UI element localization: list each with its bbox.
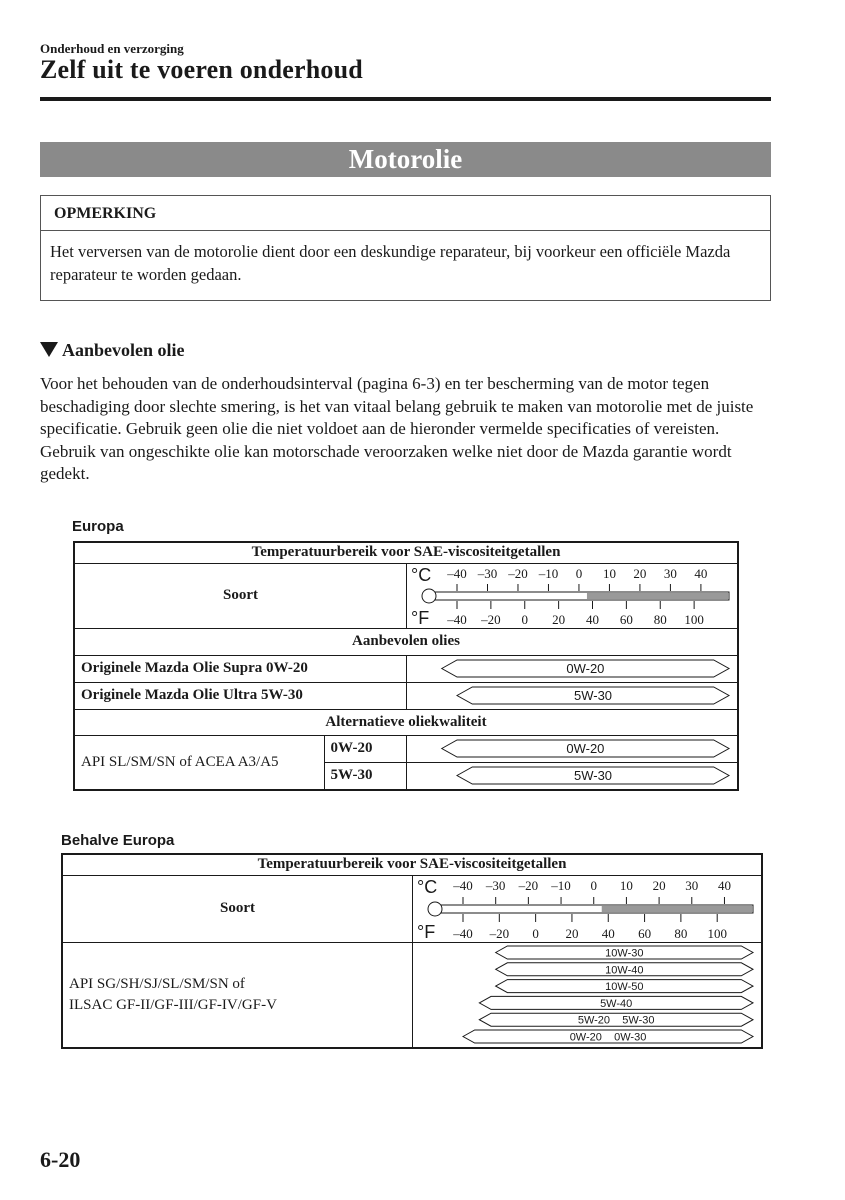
celsius-tick-label: 0: [575, 565, 583, 581]
celsius-tick-label: 40: [694, 565, 708, 581]
celsius-tick-label: 40: [717, 877, 731, 893]
grade-range-label: 10W-30: [605, 947, 644, 960]
europe-recommended-2-range: [407, 683, 737, 709]
grade-range-label: 5W-30: [573, 767, 613, 783]
fahrenheit-tick-label: 0: [521, 611, 529, 627]
europe-alt-1-range: [407, 736, 737, 762]
non-europe-table: [61, 853, 763, 1049]
fahrenheit-tick-label: 100: [707, 925, 727, 941]
fahrenheit-tick-label: 40: [601, 925, 615, 941]
fahrenheit-tick-label: 60: [638, 925, 652, 941]
fahrenheit-tick-label: –40: [447, 611, 467, 627]
grade-range-label: 10W-50: [605, 980, 644, 993]
celsius-tick-label: –40: [447, 565, 467, 581]
note-text: Het verversen van de motorolie dient door een deskundige reparateur, bij voorkeur een officiële Mazda reparateur te worden gedaan.: [50, 242, 731, 284]
non-europe-soort: Soort: [62, 875, 413, 942]
europe-label: Europa: [72, 518, 124, 535]
thermometer-fill: [587, 593, 728, 599]
non-europe-grade-ranges: [413, 943, 761, 1047]
non-europe-scale-cell: [413, 875, 763, 942]
thermometer-fill: [602, 906, 752, 912]
fahrenheit-tick-label: 100: [684, 611, 704, 627]
europe-soort: Soort: [74, 563, 407, 628]
subsection-heading: [40, 340, 185, 361]
note-box: [40, 195, 771, 301]
non-europe-spec-line-2: ILSAC GF-II/GF-III/GF-IV/GF-V: [69, 996, 277, 1013]
celsius-tick-label: 10: [619, 877, 633, 893]
europe-alt-header: Alternatieve oliekwaliteit: [74, 709, 738, 735]
fahrenheit-tick-label: 20: [565, 925, 579, 941]
non-europe-label: Behalve Europa: [61, 832, 175, 849]
fahrenheit-tick-label: 80: [674, 925, 688, 941]
fahrenheit-tick-label: 80: [653, 611, 667, 627]
fahrenheit-tick-label: –20: [481, 611, 501, 627]
page-title: Zelf uit te voeren onderhoud: [40, 55, 363, 84]
europe-alt-2-range: [407, 763, 737, 789]
grade-range-label: 5W-30: [573, 687, 613, 703]
grade-range-label: 0W-20: [566, 660, 605, 676]
celsius-tick-label: 30: [685, 877, 699, 893]
triangle-down-icon: [40, 342, 58, 357]
celsius-tick-label: 20: [652, 877, 666, 893]
subsection-title: Aanbevolen olie: [62, 340, 185, 360]
europe-recommended-1-name: Originele Mazda Olie Supra 0W-20: [74, 655, 407, 682]
celsius-tick-label: –30: [485, 877, 506, 893]
europe-alt-spec: API SL/SM/SN of ACEA A3/A5: [74, 735, 324, 790]
title-rule: [40, 97, 771, 101]
grade-range-label: 5W-40: [600, 997, 633, 1010]
europe-table: [73, 541, 739, 791]
europe-recommended-1-range: [407, 656, 737, 682]
grade-range-label: 0W-20: [566, 740, 605, 756]
celsius-tick-label: –10: [538, 565, 559, 581]
non-europe-spec: [62, 942, 413, 1048]
fahrenheit-tick-label: –20: [489, 925, 510, 941]
europe-recommended-2-name: Originele Mazda Olie Ultra 5W-30: [74, 682, 407, 709]
europe-header: Temperatuurbereik voor SAE-viscositeitgetallen: [74, 542, 738, 563]
celsius-unit-label: °C: [417, 876, 438, 897]
section-banner: Motorolie: [40, 142, 771, 177]
europe-alt-1-grade: 0W-20: [324, 735, 406, 762]
fahrenheit-tick-label: 0: [532, 925, 539, 941]
fahrenheit-tick-label: 60: [619, 611, 633, 627]
celsius-unit-label: °C: [411, 564, 432, 585]
celsius-tick-label: 10: [602, 565, 616, 581]
celsius-tick-label: 0: [590, 877, 597, 893]
temperature-scale: [413, 876, 761, 942]
non-europe-header: Temperatuurbereik voor SAE-viscositeitgetallen: [62, 854, 762, 875]
section-label: Onderhoud en verzorging: [40, 41, 184, 56]
celsius-tick-label: –40: [453, 877, 473, 893]
subsection-body: Voor het behouden van de onderhoudsinterval (pagina 6-3) en ter bescherming van de motor tegen beschadiging door slechte smering, is het van vitaal belang gebruik te maken van motorolie met de juiste specificatie. Gebruik geen olie die niet voldoet aan de hieronder vermelde specificaties of vereisten. Gebruik van ongeschikte olie kan motorschade veroorzaken welke niet door de Mazda garantie wordt gedekt.: [40, 374, 754, 484]
temperature-scale: [407, 564, 737, 628]
celsius-tick-label: –20: [518, 877, 539, 893]
europe-alt-2-grade: 5W-30: [324, 762, 406, 790]
celsius-tick-label: –10: [551, 877, 571, 893]
celsius-tick-label: 20: [633, 565, 647, 581]
fahrenheit-unit-label: °F: [411, 607, 430, 628]
celsius-tick-label: –20: [508, 565, 528, 581]
non-europe-spec-line-1: API SG/SH/SJ/SL/SM/SN of: [69, 975, 245, 992]
europe-recommended-header: Aanbevolen olies: [74, 628, 738, 655]
europe-scale-cell: [407, 563, 739, 628]
thermometer-bulb: [428, 902, 442, 916]
fahrenheit-tick-label: –40: [453, 925, 473, 941]
fahrenheit-tick-label: 40: [586, 611, 600, 627]
celsius-tick-label: 30: [663, 565, 677, 581]
celsius-tick-label: –30: [477, 565, 498, 581]
grade-range-label: 5W-20 5W-30: [577, 1014, 655, 1027]
grade-range-label: 0W-20 0W-30: [569, 1031, 647, 1044]
fahrenheit-unit-label: °F: [417, 921, 436, 942]
page-number: 6-20: [40, 1147, 81, 1172]
note-heading: OPMERKING: [41, 196, 770, 231]
fahrenheit-tick-label: 20: [552, 611, 566, 627]
grade-range-label: 10W-40: [605, 964, 644, 977]
thermometer-bulb: [422, 589, 436, 603]
